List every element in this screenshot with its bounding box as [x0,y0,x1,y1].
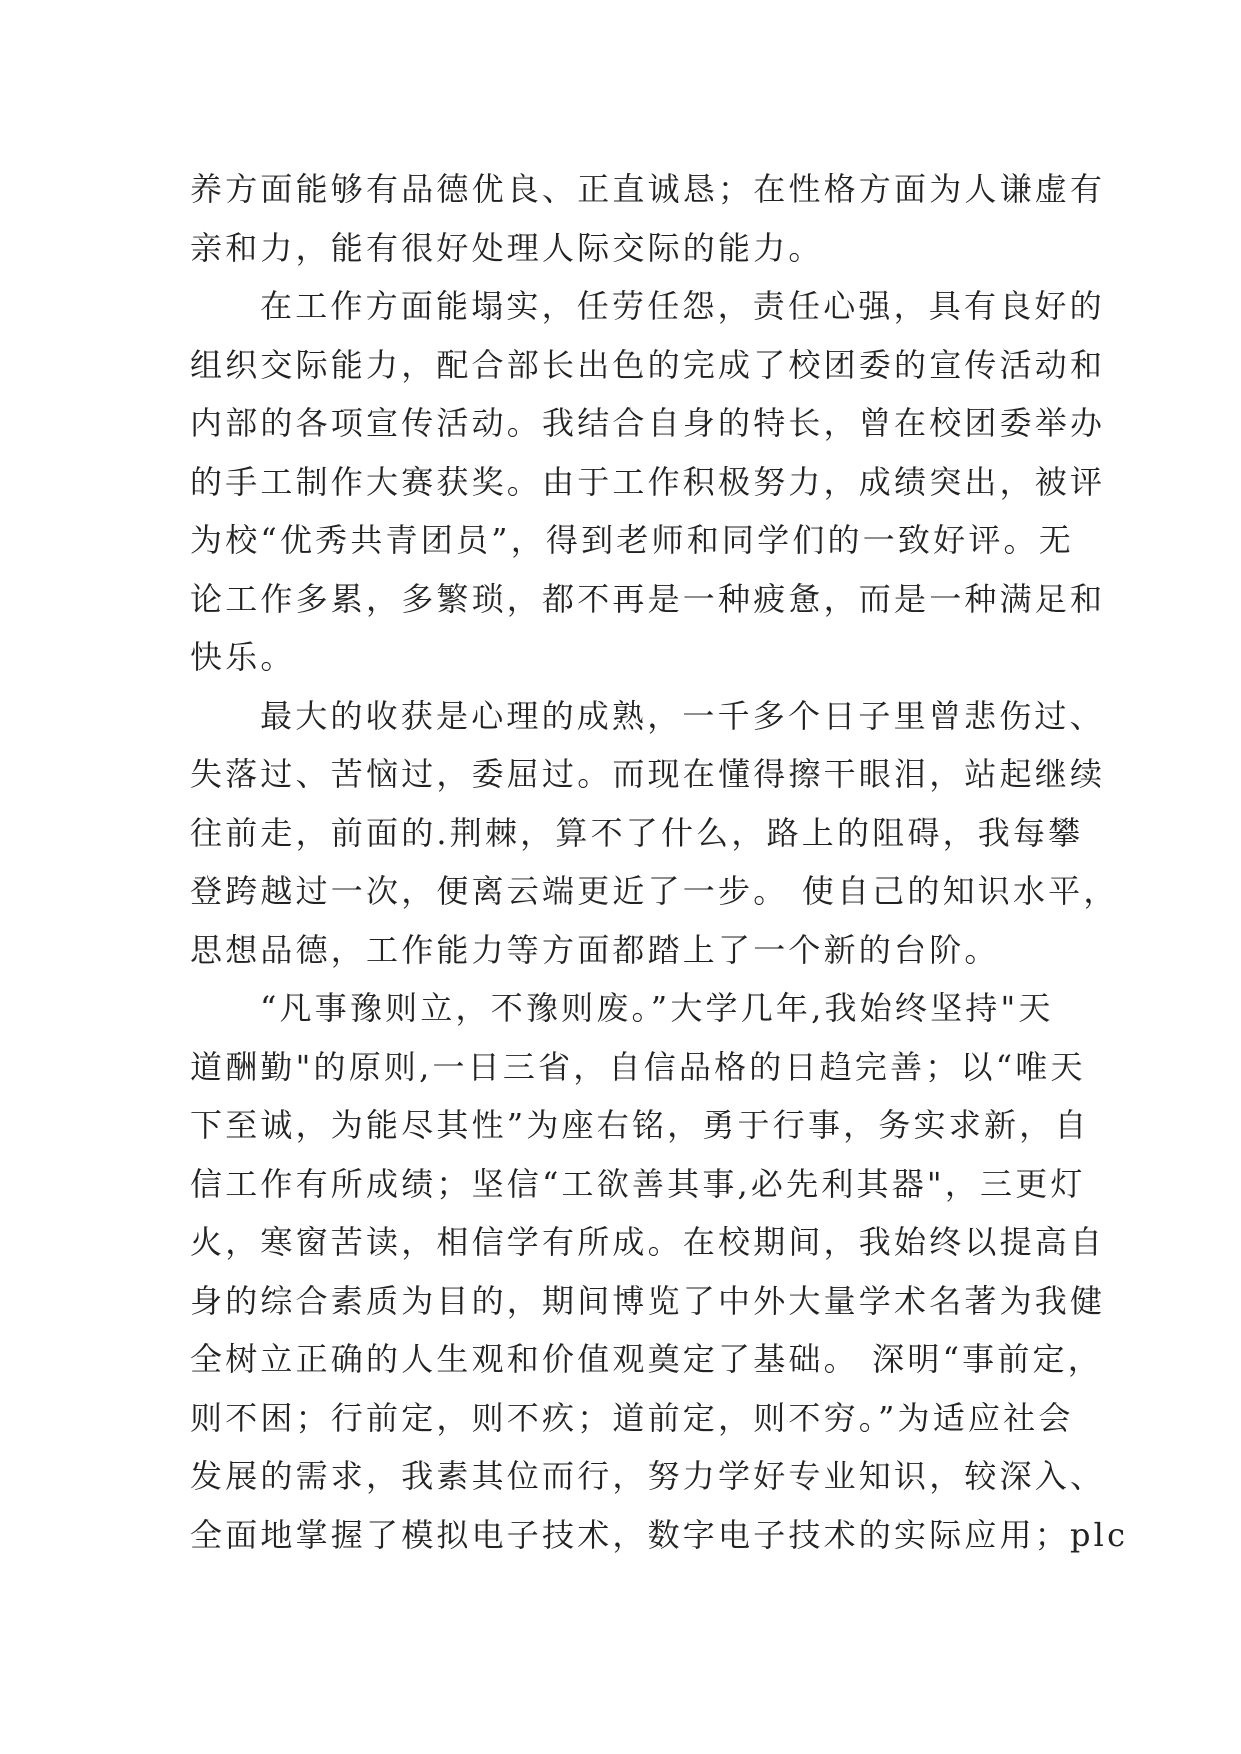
text-line: 失落过、苦恼过，委屈过。而现在懂得擦干眼泪，站起继续 [190,755,1106,793]
text-line: 信工作有所成绩；坚信“工欲善其事,必先利其器"，三更灯 [190,1164,1086,1203]
text-line: “凡事豫则立，不豫则废。”大学几年,我始终坚持"天 [260,989,1054,1027]
text-line: 的手工制作大赛获奖。由于工作积极努力，成绩突出，被评 [190,462,1106,501]
text-line: 下至诚，为能尽其性”为座右铭，勇于行事，务实求新，自 [190,1106,1090,1144]
text-line: 养方面能够有品德优良、正直诚恳；在性格方面为人谦虚有 [190,170,1106,208]
text-line: 组织交际能力，配合部长出色的完成了校团委的宣传活动和 [190,345,1106,384]
text-line: 火，寒窗苦读，相信学有所成。在校期间，我始终以提高自 [190,1223,1106,1261]
text-line: 最大的收获是心理的成熟，一千多个日子里曾悲伤过、 [260,696,1105,735]
text-line: 身的综合素质为目的，期间博览了中外大量学术名著为我健 [190,1281,1106,1320]
text-line: 论工作多累，多繁琐，都不再是一种疲惫，而是一种满足和 [190,579,1106,618]
text-line: 登跨越过一次，便离云端更近了一步。 使自己的知识水平， [190,872,1119,910]
body-text [190,160,1129,1564]
text-line: 快乐。 [190,638,296,676]
text-line: 在工作方面能塌实，任劳任怨，责任心强，具有良好的 [260,287,1105,325]
text-line: 全树立正确的人生观和价值观奠定了基础。 深明“事前定， [190,1340,1103,1378]
text-line: 为校“优秀共青团员”，得到老师和同学们的一致好评。无 [190,521,1074,559]
text-line: 则不困；行前定，则不疚；道前定，则不穷。”为适应社会 [190,1398,1074,1437]
text-line: 全面地掌握了模拟电子技术，数字电子技术的实际应用；plc [190,1515,1129,1554]
text-line: 发展的需求，我素其位而行，努力学好专业知识，较深入、 [190,1457,1106,1495]
text-line: 思想品德，工作能力等方面都踏上了一个新的台阶。 [190,930,1000,969]
text-line: 内部的各项宣传活动。我结合自身的特长，曾在校团委举办 [190,404,1106,442]
text-line: 往前走，前面的.荆棘，算不了什么，路上的阻碍，我每攀 [190,813,1084,852]
text-line: 道酬勤"的原则,一日三省，自信品格的日趋完善；以“唯天 [190,1047,1086,1086]
text-line: 亲和力，能有很好处理人际交际的能力。 [190,228,824,267]
